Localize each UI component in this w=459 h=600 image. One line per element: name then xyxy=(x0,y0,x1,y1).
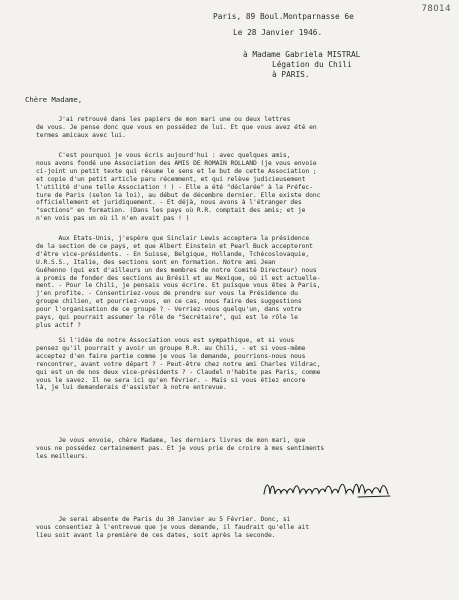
recipient-city: à PARIS. xyxy=(272,70,310,79)
letter-date: Le 28 Janvier 1946. xyxy=(233,28,323,37)
archive-number: 78014 xyxy=(421,4,451,14)
salutation: Chère Madame, xyxy=(25,95,83,104)
handwritten-signature xyxy=(262,478,392,500)
paragraph-1: J'ai retrouvé dans les papiers de mon mari une ou deux lettres de vous. Je pense donc que vous en possédez de lui. Et que vous avez été en termes amicaux avec lui. xyxy=(36,116,317,139)
paragraph-2: C'est pourquoi je vous écris aujourd'hui : avec quelques amis, nous avons fondé une Association des AMIS DE ROMAIN ROLLAND (je vous envoie ci-joint un petit texte qui résume le sens et le but de cette Association ; et copie d'un petit article paru récemment, et qui relève judicieusement l'utilité d'une telle Association ! ) - Elle a été "déclarée" à la Préfec- ture de Paris (selon la loi), au début de décembre dernier. Elle existe donc officiellement et juridiquement. - Et déjà, nous avons à l'étranger des "sections" en formation. (Dans les pays où R.R. comptait des amis; et je n'en vois pas un où il n'en avait pas ! ) xyxy=(36,152,321,223)
signature-icon xyxy=(262,478,392,500)
paragraph-5: Je vous envoie, chère Madame, les derniers livres de mon mari, que vous ne possédez certainement pas. Et je vous prie de croire à mes sentiments les meilleurs. xyxy=(36,437,325,460)
paragraph-4: Si l'idée de notre Association vous est sympathique, et si vous pensez qu'il pourrait y avoir un groupe R.R. au Chili, - et si vous-même acceptez d'en faire partie comme je vous le demande, pourrions-nous nous rencontrer, avant votre départ ? - Peut-être chez notre ami Charles Vildrac, qui est un de nos deux vice-présidents ? - Claudel n'habite pas Paris, comme vous le savez. Il ne sera ici qu'en février. - Mais si vous étiez encore là, je lui demanderais d'assister à notre entrevue. xyxy=(36,337,321,392)
sender-address: Paris, 89 Boul.Montparnasse 6e xyxy=(213,12,354,21)
recipient-name: à Madame Gabriela MISTRAL xyxy=(243,50,361,59)
recipient-legation: Légation du Chili xyxy=(272,60,352,69)
paragraph-3: Aux Etats-Unis, j'espère que Sinclair Lewis acceptera la présidence de la section de ce pays, et que Albert Einstein et Pearl Buck accepteront d'être vice-présidents. - En Suisse, Belgique, Hollande, Tchécoslovaquie, U.R.S.S., Italie, des sections sont en formation. Notre ami Jean Guéhenno (qui est d'ailleurs un des membres de notre Comité Directeur) nous a promis de fonder des sections au Brésil et au Mexique, où il est actuelle- ment. - Pour le Chili, je pensais vous écrire. Et puisque vous êtes à Paris, j'en profite. - Consentiriez-vous de prendre sur vous la Présidence du groupe chilien, et pourriez-vous, en ce cas, nous faire des suggestions pour l'organisation de ce groupe ? - Verriez-vous quelqu'un, dans votre pays, qui pourrait assumer le rôle de "Secrétaire", qui est le rôle le plus actif ? xyxy=(36,235,321,329)
paragraph-6: Je serai absente de Paris du 30 Janvier au 5 Février. Donc, si vous consentiez à l'entrevue que je vous demande, il faudrait qu'elle ait lieu soit avant la première de ces dates, soit après la seconde. xyxy=(36,516,310,539)
